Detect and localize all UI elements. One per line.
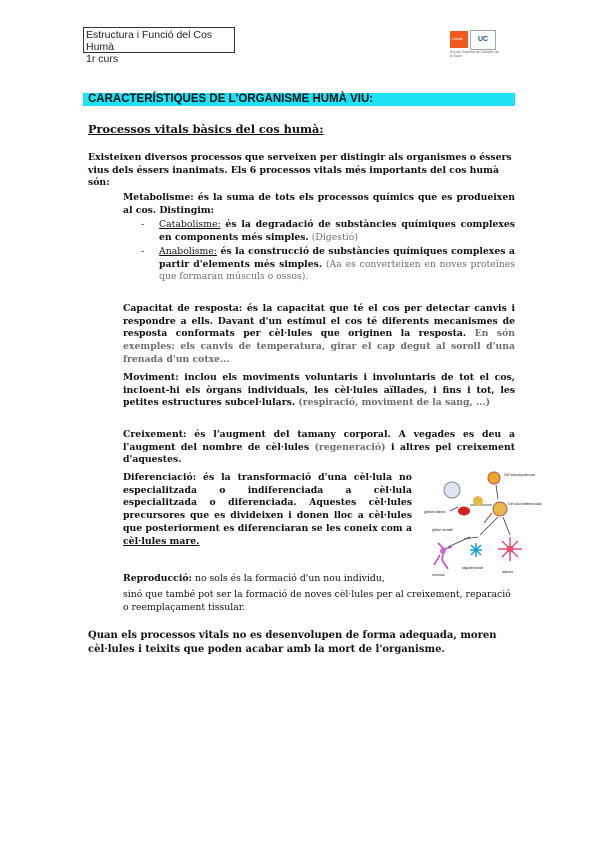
intro-paragraph: Existeixen diversos processos que serveixen per distingir als organismes o éssers vius dels éssers inanimats. Els 6 processos vitals més importants del cos humà són: <box>88 152 512 189</box>
bullet-dash: - <box>141 246 145 257</box>
course-header-box <box>83 27 235 65</box>
celules-mare-link: cèl·lules mare. <box>123 535 200 547</box>
metabolisme-paragraph: Metabolisme: és la suma de tots els processos químics que es produeixen al cos. Distingim: <box>123 192 515 216</box>
metabolisme-term: Metabolisme: <box>123 192 194 203</box>
reproduccio-paragraph: Reproducció: no sols és la formació d'un nou individu, <box>123 573 385 584</box>
moviment-paragraph: Moviment: inclou els moviments voluntaris i involuntaris de tot el cos, incloent-hi els òrgans individuals, les cèl·lules aïllades, i fins i tot, les petites estructures subcel·lulars. (respiració, moviment de la sang, ...) <box>123 372 515 409</box>
diferenciacio-paragraph: Diferenciació: és la transformació d'una cèl·lula no especialitzada o indiferenciada a cèl·lula especialitzada o diferenciada. Aquestes cèl·lules precursores que es divideixen i donen lloc a cèl·lules que posteriorment es diferenciaran se les coneix com a cèl·lules mare. <box>123 472 412 547</box>
page-title: CARACTERÍSTIQUES DE L'ORGANISME HUMÀ VIU: <box>88 93 374 105</box>
figure-label: Cèl·lula indiferenciada <box>508 502 542 506</box>
section-subtitle: Processos vitals bàsics del cos humà: <box>88 122 324 136</box>
stem-cell-diagram <box>418 465 542 585</box>
figure-label: oligodendròcit <box>462 566 484 570</box>
school-logo: UC <box>470 30 496 50</box>
university-logo-mark: Unitat <box>450 31 468 48</box>
totipotent-cell <box>488 472 500 484</box>
creixement-paragraph: Creixement: és l'augment del tamany corporal. A vegades es deu a l'augment del nombre de cèl·lules (regeneració) i altres pel creixement d'aquestes. <box>123 429 515 466</box>
bullet-dash: - <box>141 219 145 230</box>
figure-label: glòbul vermell <box>432 528 453 532</box>
figure-label: astrocit <box>502 570 513 574</box>
red-blood-cell <box>458 507 470 516</box>
logo-caption: Escola Superior de Ciències de la Salut <box>450 50 499 58</box>
catabolisme-item: Catabolisme: és la degradació de substàncies químiques complexes en components més simples. (Digestió) <box>159 219 515 243</box>
reproduccio-continuation: sinó que també pot ser la formació de noves cèl·lules per al creixement, reparació o reemplaçament tissular. <box>123 589 511 613</box>
diferenciacio-term: Diferenciació: <box>123 472 197 483</box>
conclusion-paragraph: Quan els processos vitals no es desenvolupen de forma adequada, moren cèl·lules i teixits que poden acabar amb la mort de l'organisme. <box>88 630 497 655</box>
undifferentiated-cell <box>493 502 507 516</box>
figure-label: Cèl·lula totipotencial <box>504 473 535 477</box>
progenitor-cell <box>473 496 483 506</box>
figure-label: neurona <box>432 573 445 577</box>
creixement-term: Creixement: <box>123 429 187 440</box>
resposta-term: Capacitat de resposta: <box>123 303 243 314</box>
neuron <box>434 543 452 569</box>
resposta-paragraph: Capacitat de resposta: és la capacitat que té el cos per detectar canvis i respondre a ells. Davant d'un estímul el cos té diferents mecanismes de resposta conformats per cèl·lules que originen la resposta. En són exemples: els canvis de temperatura, girar el cap degut al soroll d'una frenada d'un cotxe... <box>123 303 516 365</box>
moviment-term: Moviment: <box>123 372 179 383</box>
course-year: 1r curs <box>86 53 119 65</box>
reproduccio-term: Reproducció: <box>123 573 192 584</box>
anabolisme-item: Anabolisme: és la construcció de substàncies químiques complexes a partir d'elements més simples. (Aa es converteixen en noves proteïnes que formaran músculs o ossos). <box>159 246 515 283</box>
course-title: Estructura i Funció del Cos Humà <box>86 29 213 53</box>
figure-label: glòbuls blancs <box>424 510 446 514</box>
white-blood-cell <box>444 482 460 498</box>
